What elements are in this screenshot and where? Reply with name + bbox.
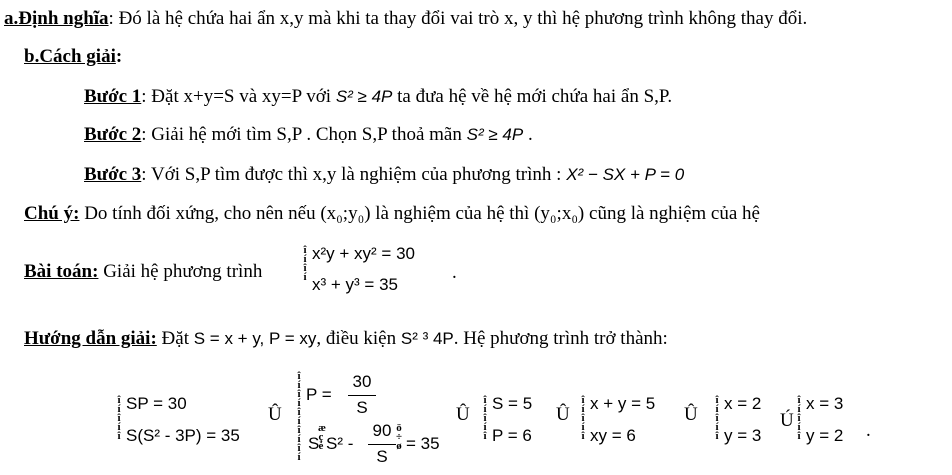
sys6-eq1: x = 3 xyxy=(806,394,844,413)
equivalent-icon: Û xyxy=(684,404,698,425)
paren-open-icon: æ ç è xyxy=(318,422,326,452)
step-3: Bước 3: Với S,P tìm được thì x,y là nghiệm của phương trình : X² − SX + P = 0 xyxy=(84,164,685,185)
definition-heading: a.Định nghĩa xyxy=(4,8,109,29)
sys5-eq1: x = 2 xyxy=(724,394,762,413)
left-brace-icon: î í î í î xyxy=(117,394,121,442)
problem-eq1: x²y + xy² = 30 xyxy=(312,244,415,263)
step-2-label: Bước 2 xyxy=(84,124,142,145)
equivalent-icon: Û xyxy=(268,404,282,425)
equivalent-icon: Û xyxy=(556,404,570,425)
sys2-b-end: = 35 xyxy=(406,434,440,453)
step-3-math: X² − SX + P = 0 xyxy=(566,165,685,184)
sys1-eq2: S(S² - 3P) = 35 xyxy=(126,426,240,445)
fraction-bar xyxy=(368,444,396,445)
sys1-eq1: SP = 30 xyxy=(126,394,187,413)
method-heading-line: b.Cách giải: xyxy=(24,46,123,67)
sys3-eq1: S = 5 xyxy=(492,394,533,413)
sys2-num: 30 xyxy=(352,372,372,391)
or-icon: Ú xyxy=(780,410,794,431)
step-1: Bước 1: Đặt x+y=S và xy=P với S² ≥ 4P ta đưa hệ về hệ mới chứa hai ẩn S,P. xyxy=(84,86,673,107)
step-2: Bước 2: Giải hệ mới tìm S,P . Chọn S,P thoả mãn S² ≥ 4P . xyxy=(84,124,533,145)
sys3-eq2: P = 6 xyxy=(492,426,532,445)
sys2-p: P = xyxy=(306,385,332,404)
sys2-b-mid: S² - xyxy=(326,434,354,453)
sys2-den: S xyxy=(356,398,368,417)
left-brace-icon: î í î í î xyxy=(797,394,801,442)
definition-line xyxy=(4,8,807,30)
fraction-bar xyxy=(348,395,376,396)
definition-text: : Đó là hệ chứa hai ẩn x,y mà khi ta thay đổi vai trò x, y thì hệ phương trình không thay đổi. xyxy=(108,8,808,29)
sys2-b-den: S xyxy=(376,447,388,466)
problem-line xyxy=(24,261,262,283)
left-brace-icon: î í î í î xyxy=(483,394,487,442)
sys2-b-num: 90 xyxy=(372,421,392,440)
step-1-label: Bước 1 xyxy=(84,86,142,107)
sys4-eq1: x + y = 5 xyxy=(590,394,656,413)
step-3-label: Bước 3 xyxy=(84,164,142,185)
problem-text: Giải hệ phương trình xyxy=(98,261,263,282)
solution-line: Hướng dẫn giải: Đặt S = x + y, P = xy, điều kiện S² ³ 4P. Hệ phương trình trở thành: xyxy=(24,328,668,349)
note-line xyxy=(24,203,760,225)
method-heading: b.Cách giải xyxy=(24,46,116,67)
step-2-math: S² ≥ 4P xyxy=(466,125,524,144)
left-brace-icon: î í î í î í î í î í xyxy=(297,370,301,463)
problem-eq2: x³ + y³ = 35 xyxy=(312,275,398,294)
left-brace-icon: î í î í î xyxy=(581,394,585,442)
note-heading: Chú ý: xyxy=(24,203,80,224)
sys5-eq2: y = 3 xyxy=(724,426,762,445)
sys4-eq2: xy = 6 xyxy=(590,426,636,445)
note-text: Do tính đối xứng, cho nên nếu (x₀;y₀) là nghiệm của hệ thì (y₀;x₀) cũng là nghiệm của hệ xyxy=(79,203,760,224)
sys2-b-start: S xyxy=(308,434,320,453)
sys6-eq2: y = 2 xyxy=(806,426,844,445)
substitution-math: S = x + y, P = xy xyxy=(193,329,317,348)
solution-heading: Hướng dẫn giải: xyxy=(24,328,157,349)
problem-heading: Bài toán: xyxy=(24,261,99,282)
paren-close-icon: ö ÷ ø xyxy=(396,422,403,452)
step-1-math: S² ≥ 4P xyxy=(335,87,393,106)
left-brace-icon: î í î í xyxy=(303,244,307,283)
left-brace-icon: î í î í î xyxy=(715,394,719,442)
condition-math: S² ³ 4P xyxy=(400,329,454,348)
equivalent-icon: Û xyxy=(456,404,470,425)
